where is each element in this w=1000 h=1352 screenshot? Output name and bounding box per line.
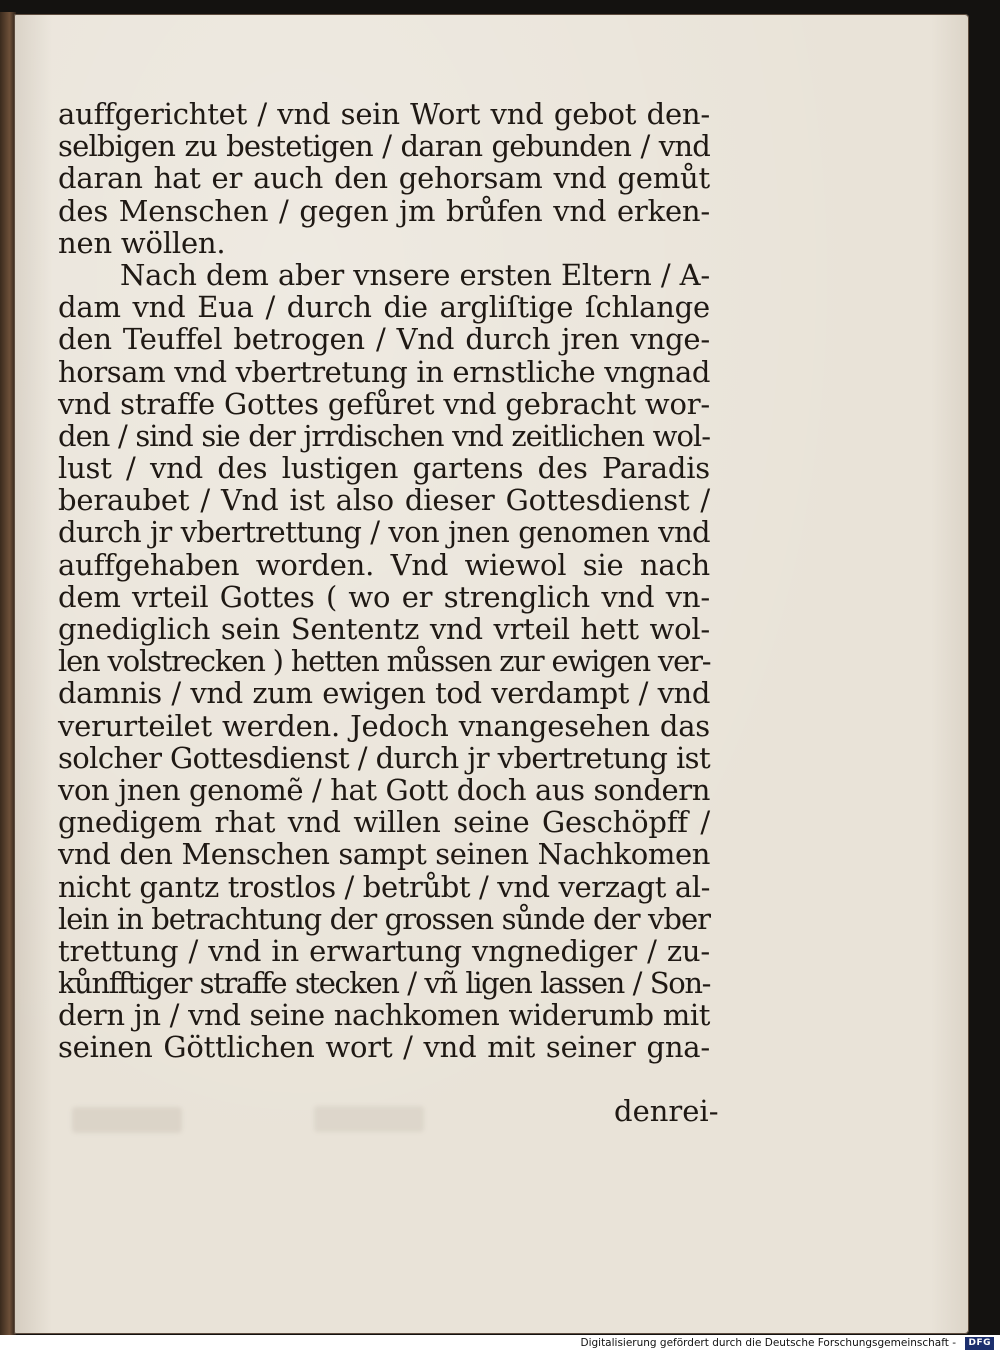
text-line: lust / vnd des lustigen gartens des Paradis bbox=[58, 451, 710, 486]
funding-credit: Digitalisierung gefördert durch die Deutsche Forschungsgemeinschaft - bbox=[580, 1337, 956, 1349]
text-line: selbigen zu bestetigen / daran gebunden / vnd bbox=[58, 129, 710, 164]
text-line: daran hat er auch den gehorsam vnd gemůt bbox=[58, 161, 710, 196]
text-line: horsam vnd vbertretung in ernstliche vngnad bbox=[58, 354, 710, 389]
text-line: solcher Gottesdienst / durch jr vbertretung ist bbox=[58, 740, 710, 775]
text-line: auffgehaben worden. Vnd wiewol sie nach bbox=[58, 547, 710, 582]
text-line: Nach dem aber vnsere ersten Eltern / A- bbox=[120, 257, 710, 292]
page-text bbox=[58, 98, 710, 1064]
text-line: damnis / vnd zum ewigen tod verdampt / vnd bbox=[58, 676, 710, 711]
text-line: trettung / vnd in erwartung vngnediger / zu- bbox=[58, 933, 710, 968]
text-line: nicht gantz trostlos / betrůbt / vnd verzagt al- bbox=[58, 869, 710, 904]
text-line: dern jn / vnd seine nachkomen widerumb mit bbox=[58, 998, 710, 1033]
dfg-logo: DFG bbox=[965, 1337, 994, 1350]
text-line: den / sind sie der jrrdischen vnd zeitlichen wol- bbox=[58, 418, 710, 453]
text-line: vnd den Menschen sampt seinen Nachkomen bbox=[58, 837, 710, 872]
text-line: kůnfftiger straffe stecken / vñ ligen lassen / Son- bbox=[58, 966, 710, 1001]
text-line: len volstrecken ) hetten můssen zur ewigen ver- bbox=[58, 644, 711, 679]
text-line: den Teuffel betrogen / Vnd durch jren vnge- bbox=[58, 322, 710, 357]
footer-bar bbox=[0, 1335, 1000, 1352]
text-line: gnedigem rhat vnd willen seine Geschöpff / bbox=[58, 805, 710, 840]
book-page bbox=[14, 14, 969, 1334]
text-line: beraubet / Vnd ist also dieser Gottesdienst / bbox=[58, 483, 710, 518]
text-line: lein in betrachtung der grossen sůnde der vber bbox=[58, 901, 710, 936]
text-line: nen wöllen. bbox=[58, 225, 226, 260]
text-line: dam vnd Eua / durch die argliſtige ſchlange bbox=[58, 290, 710, 325]
text-line: durch jr vbertrettung / von jnen genomen vnd bbox=[58, 515, 710, 550]
catchword: denrei- bbox=[614, 1094, 719, 1128]
text-line: von jnen genomẽ / hat Gott doch aus sondern bbox=[58, 772, 710, 807]
text-line: verurteilet werden. Jedoch vnangesehen das bbox=[58, 708, 710, 743]
text-line: seinen Göttlichen wort / vnd mit seiner gna- bbox=[58, 1030, 710, 1065]
text-line: gnediglich sein Sententz vnd vrteil hett wol- bbox=[58, 612, 710, 646]
text-line: auffgerichtet / vnd sein Wort vnd gebot den- bbox=[58, 97, 710, 131]
text-line: dem vrteil Gottes ( wo er strenglich vnd vn- bbox=[58, 579, 710, 614]
bleed-through-mark bbox=[314, 1106, 424, 1132]
text-line: vnd straffe Gottes gefůret vnd gebracht wor- bbox=[58, 386, 710, 421]
text-line: des Menschen / gegen jm brůfen vnd erken- bbox=[58, 193, 710, 228]
bleed-through-mark bbox=[72, 1107, 182, 1133]
